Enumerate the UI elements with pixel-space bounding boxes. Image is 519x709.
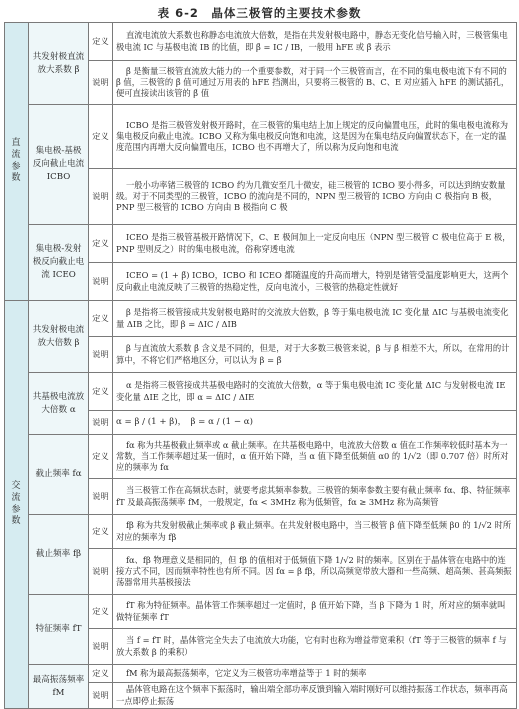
table-row <box>5 515 517 549</box>
label-definition: 定义 <box>89 435 113 479</box>
definition-text: fM 称为最高振荡频率，它定义为三极管功率增益等于 1 时的频率 <box>113 665 517 683</box>
note-text: 当 f = fT 时，晶体管完全失去了电流放大功能，它有时也称为增益带宽乘积（fT 等于三极管的频率 f 与放大系数 β 的乘积） <box>113 629 517 665</box>
definition-text: fα 称为共基极截止频率或 α 截止频率。在共基极电路中，电流放大倍数 α 值在工作频率较低时基本为一常数，当工作频率超过某一值时，α 值开始下降，当 α 值下降至低频值 α0 的 1/√2（即 0.707 倍）时所对应的频率为 fα <box>113 435 517 479</box>
definition-text: ICBO 是指三极管发射极开路时，在三极管的集电结上加上规定的反向偏置电压，此时的集电极电流称为集电极反向截止电流。ICBO 又称为集电极反向饱和电流，这是因为在集电结反向偏置状态下，在一定的温度范围内再增大反向偏置电压，ICBO 也不再增大了，所以称为反向饱和电流 <box>113 105 517 169</box>
definition-text: fT 称为特征频率。晶体管工作频率超过一定值时，β 值开始下降，当 β 下降为 1 时，所对应的频率就叫做特征频率 fT <box>113 595 517 629</box>
definition-text: 直流电流放大系数也称静态电流放大倍数，是指在共发射极电路中，静态无变化信号输入时，三极管集电极电流 IC 与基极电流 IB 的比值，即 β̄ = IC / IB，一般用 hFE 或 β̄ 表示 <box>113 23 517 61</box>
definition-text: fβ 称为共发射极截止频率或 β 截止频率。在共发射极电路中，当三极管 β 值下降至低频 β0 的 1/√2 时所对应的频率为 fβ <box>113 515 517 549</box>
param-name-beta: 共发射极电流放大倍数 β <box>29 301 89 373</box>
note-text: ICEO = (1 + β̄) ICBO，ICBO 和 ICEO 都随温度的升高而增大，特别是锗管受温度影响更大，这两个反向截止电流反映了三极管的热稳定性，反向电流小，三极管的热稳定性就好 <box>113 263 517 301</box>
label-definition: 定义 <box>89 105 113 169</box>
label-note: 说明 <box>89 629 113 665</box>
label-note: 说明 <box>89 337 113 373</box>
table-row <box>5 373 517 411</box>
note-text: 晶体管电路在这个频率下振荡时，输出端全部功率反馈到输入端时刚好可以维持振荡工作状态，频率再高一点即停止振荡 <box>113 683 517 709</box>
param-name-alpha: 共基极电流放大倍数 α <box>29 373 89 435</box>
category-ac: 交流参数 <box>5 301 29 709</box>
label-definition: 定义 <box>89 301 113 337</box>
table-row <box>5 595 517 629</box>
param-name-dc-gain: 共发射极直流放大系数 β̄ <box>29 23 89 105</box>
note-text: 当三极管工作在高频状态时，就要考虑其频率参数。三极管的频率参数主要有截止频率 fα、fβ、特征频率 fT 及最高振荡频率 fM，一般规定，fα < 3MHz 称为低频管，fα ≥ 3MHz 称为高频管 <box>113 479 517 515</box>
label-definition: 定义 <box>89 23 113 61</box>
definition-text: β 是指将三极管接成共发射极电路时的交流放大倍数，β 等于集电极电流 IC 变化量 ΔIC 与基极电流变化量 ΔIB 之比，即 β = ΔIC / ΔIB <box>113 301 517 337</box>
parameter-table <box>4 22 517 709</box>
param-name-f-t: 特征频率 fT <box>29 595 89 665</box>
category-dc: 直流参数 <box>5 23 29 301</box>
param-name-f-beta: 截止频率 fβ <box>29 515 89 595</box>
label-note: 说明 <box>89 263 113 301</box>
note-text: β 与直流放大系数 β̄ 含义是不同的，但是，对于大多数三极管来说，β 与 β̄ 相差不大，所以，在常用的计算中，不将它们严格地区分，可以认为 β = β̄ <box>113 337 517 373</box>
label-note: 说明 <box>89 61 113 105</box>
param-name-f-m: 最高振荡频率 fM <box>29 665 89 709</box>
label-definition: 定义 <box>89 595 113 629</box>
param-name-icbo: 集电极-基极反向截止电流 ICBO <box>29 105 89 225</box>
table-title: 表 6-2 晶体三极管的主要技术参数 <box>157 6 362 20</box>
label-note: 说明 <box>89 411 113 435</box>
label-note: 说明 <box>89 479 113 515</box>
table-row <box>5 435 517 479</box>
label-note: 说明 <box>89 683 113 709</box>
table-row <box>5 23 517 61</box>
table-row <box>5 301 517 337</box>
param-name-f-alpha: 截止频率 fα <box>29 435 89 515</box>
definition-text: α 是指将三极管接成共基极电路时的交流放大倍数，α 等于集电极电流 IC 变化量 ΔIC 与发射极电流 IE 变化量 ΔIE 之比，即 α = ΔIC / ΔIE <box>113 373 517 411</box>
label-definition: 定义 <box>89 515 113 549</box>
label-definition: 定义 <box>89 665 113 683</box>
label-note: 说明 <box>89 169 113 225</box>
table-row <box>5 665 517 683</box>
formula-text: α = β / (1 + β)， β = α / (1 − α) <box>113 411 517 435</box>
definition-text: ICEO 是指三极管基极开路情况下，C、E 极间加上一定反向电压（NPN 型三极管 C 极电位高于 E 极，PNP 型则反之）时的集电极电流，俗称穿透电流 <box>113 225 517 263</box>
param-name-iceo: 集电极-发射极反向截止电流 ICEO <box>29 225 89 301</box>
table-row <box>5 225 517 263</box>
label-definition: 定义 <box>89 373 113 411</box>
note-text: β̄ 是衡量三极管直流放大能力的一个重要参数，对于同一个三极管而言，在不同的集电极电流下有不同的 β̄ 值，三极管的 β̄ 值可通过万用表的 hFE 挡测出，只要将三极管的 B、C、E 对应插入 hFE 的测试插孔，便可直接读出该管的 β̄ 值 <box>113 61 517 105</box>
table-row <box>5 105 517 169</box>
note-text: fα、fβ 物理意义是相同的，但 fβ 的值相对于低频值下降 1/√2 时的频率。区别在于晶体管在电路中的连接方式不同，因而频率特性也有所不同。因 fα = β fβ，所以高频宽带放大器和一些高频、超高频、甚高频振荡器常用共基极接法 <box>113 549 517 595</box>
label-definition: 定义 <box>89 225 113 263</box>
label-note: 说明 <box>89 549 113 595</box>
note-text: 一般小功率锗三极管的 ICBO 约为几微安至几十微安，硅三极管的 ICBO 要小得多，可以达到纳安数量级。对于不同类型的三极管，ICBO 的流向是不同的，NPN 型三极管的 ICBO 方向由 C 极指向 B 极，PNP 型三极管的 ICBO 方向由 B 极指向 C 极 <box>113 169 517 225</box>
